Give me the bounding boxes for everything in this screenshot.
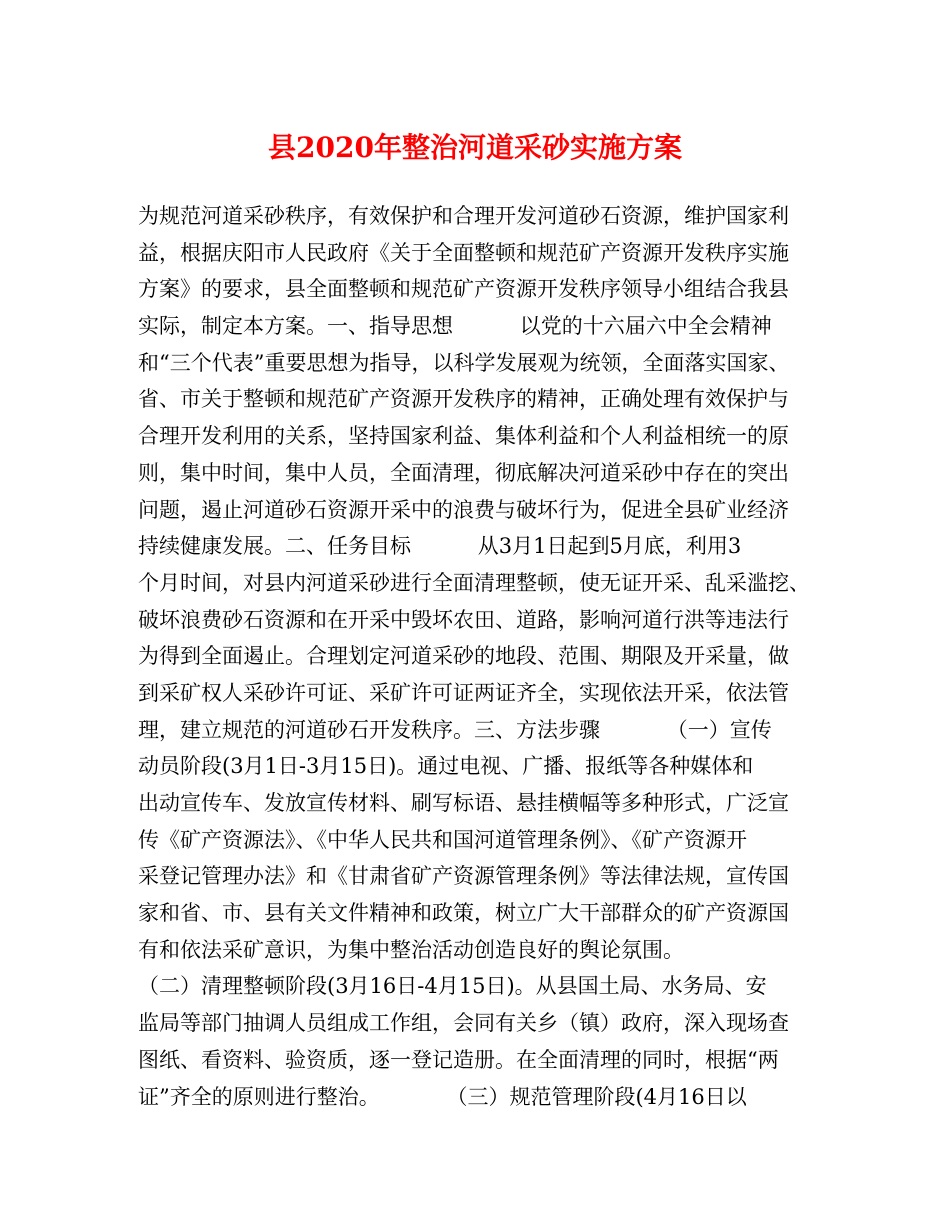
body-line: 监局等部门抽调人员组成工作组，会同有关乡（镇）政府，深入现场查 (138, 1011, 789, 1036)
body-line: 证”齐全的原则进行整治。 （三）规范管理阶段(4月16日以 (138, 1084, 747, 1109)
body-line: （二）清理整顿阶段(3月16日-4月15日)。从县国土局、水务局、安 (138, 974, 767, 999)
body-line: 省、市关于整顿和规范矿产资源开发秩序的精神，正确处理有效保护与 (138, 387, 789, 412)
body-line: 合理开发利用的关系，坚持国家利益、集体利益和个人利益相统一的原 (138, 424, 789, 449)
body-line: 出动宣传车、发放宣传材料、刷写标语、悬挂横幅等多种形式，广泛宣 (138, 791, 789, 815)
document-body (138, 198, 828, 1115)
body-line: 采登记管理办法》和《甘肃省矿产资源管理条例》等法律法规，宣传国 (138, 864, 789, 889)
body-line: 到采矿权人采砂许可证、采矿许可证两证齐全，实现依法开采，依法管 (138, 680, 789, 705)
body-line: 有和依法采矿意识，为集中整治活动创造良好的舆论氛围。 (138, 937, 684, 962)
body-line: 家和省、市、县有关文件精神和政策，树立广大干部群众的矿产资源国 (138, 901, 789, 926)
body-line: 图纸、看资料、验资质，逐一登记造册。在全面清理的同时，根据“两 (138, 1047, 779, 1072)
body-line: 个月时间，对县内河道采砂进行全面清理整顿，使无证开采、乱采滥挖、 (138, 570, 810, 595)
body-line: 为规范河道采砂秩序，有效保护和合理开发河道砂石资源，维护国家利 (138, 204, 789, 228)
body-line: 为得到全面遏止。合理划定河道采砂的地段、范围、期限及开采量，做 (138, 644, 789, 669)
body-line: 动员阶段(3月1日-3月15日)。通过电视、广播、报纸等各种媒体和 (138, 754, 754, 779)
body-line: 破坏浪费砂石资源和在开采中毁坏农田、道路，影响河道行洪等违法行 (138, 607, 789, 632)
body-line: 问题，遏止河道砂石资源开采中的浪费与破坏行为，促进全县矿业经济 (138, 497, 789, 522)
body-line: 持续健康发展。二、任务目标 从3月1日起到5月底，利用3 (138, 534, 742, 559)
body-line: 传《矿产资源法》、《中华人民共和国河道管理条例》、《矿产资源开 (138, 827, 747, 852)
body-line: 则，集中时间，集中人员，全面清理，彻底解决河道采砂中存在的突出 (138, 460, 789, 485)
body-line: 和“三个代表”重要思想为指导，以科学发展观为统领，全面落实国家、 (138, 350, 790, 375)
document-title: 县2020年整治河道采砂实施方案 (268, 131, 682, 164)
body-line: 理，建立规范的河道砂石开发秩序。三、方法步骤 （一）宣传 (138, 717, 772, 742)
body-line: 方案》的要求，县全面整顿和规范矿产资源开发秩序领导小组结合我县 (138, 277, 789, 302)
body-line: 益，根据庆阳市人民政府《关于全面整顿和规范矿产资源开发秩序实施 (138, 240, 789, 265)
body-line: 实际，制定本方案。一、指导思想 以党的十六届六中全会精神 (138, 314, 772, 339)
